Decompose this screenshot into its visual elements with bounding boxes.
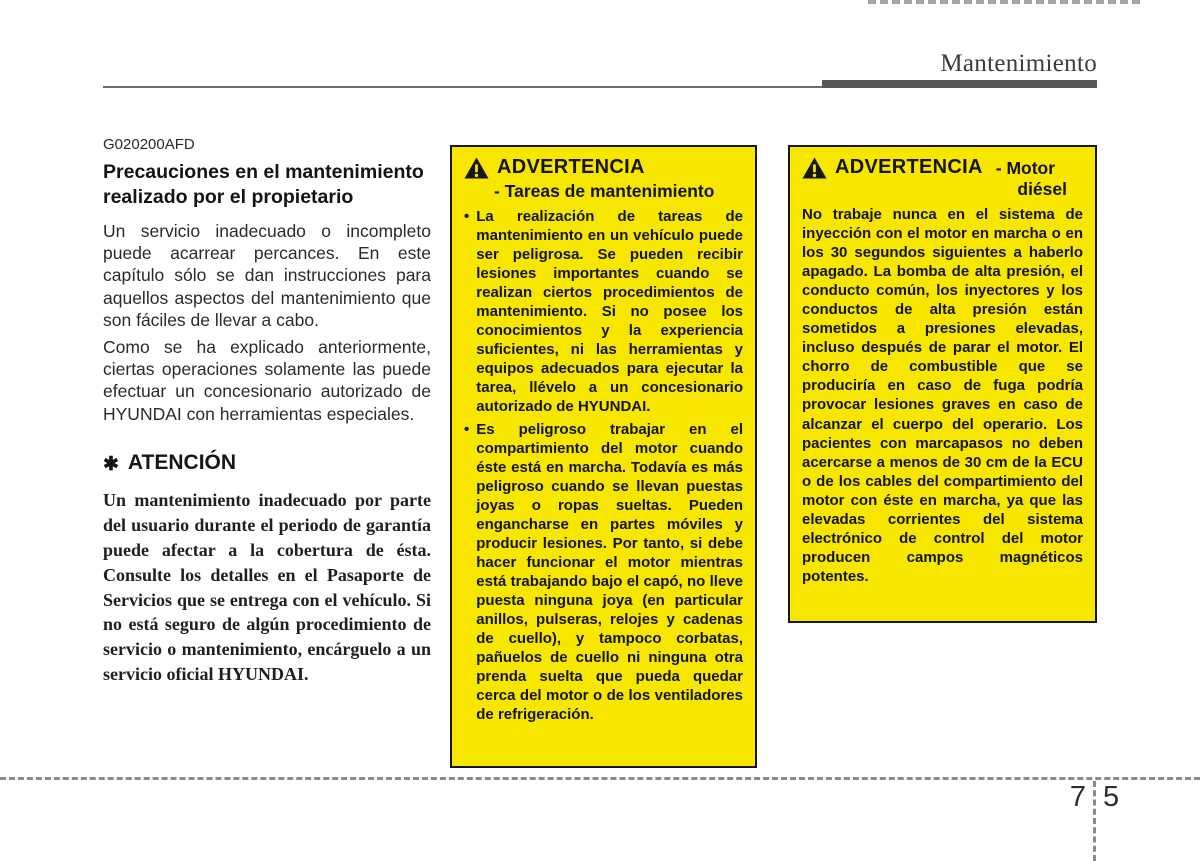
warning-title: ADVERTENCIA — [835, 156, 983, 178]
footer-dashed-line — [0, 777, 1200, 780]
chapter-title: Mantenimiento — [940, 50, 1097, 77]
attention-heading — [103, 451, 431, 475]
warning-box-diesel-engine — [788, 145, 1097, 623]
warning-bullet-item — [464, 420, 743, 725]
left-column — [103, 136, 431, 687]
page-number-divider-dash — [1093, 781, 1096, 861]
top-dashed-line — [868, 0, 1140, 4]
warning-body-text: No trabaje nunca en el sistema de inyección con el motor en marcha o en los 30 segundos siguientes a haberlo apagado. La bomba de alta presión, el conducto común, los inyectores y los conductos de alta presión están sometidos a presiones elevadas, incluso después de parar el motor. El chorro de combustible que se produciría en caso de fuga podría provocar lesiones graves en caso de alcanzar el cuerpo del operario. Los pacientes con marcapasos no deben acercarse a menos de 30 cm de la ECU o de los cables del compartimiento del motor con éste en marcha, ya que las elevadas corrientes del sistema electrónico de control del motor producen campos magnéticos potentes. — [802, 206, 1083, 585]
warning-bullet-text-1: La realización de tareas de mantenimiento en un vehículo puede ser peligrosa. Se pueden recibir lesiones importantes cuando se realizan ciertos procedimientos de mantenimiento. Si no posee los conocimientos y la experiencia suficientes, ni las herramientas y equipos adecuados para ejecutar la tarea, llévelo a un concesionario autorizado de HYUNDAI. — [476, 208, 743, 416]
warning-title-suffix: - Motor — [995, 158, 1056, 178]
bullet-icon: • — [464, 208, 470, 225]
attention-body: Un mantenimiento inadecuado por parte del usuario durante el periodo de garantía puede afectar a la cobertura de ésta. Consulte los detalles en el Pasaporte de Servicios que se entrega con el vehículo. Si no está seguro de algún procedimiento de servicio o mantenimiento, encárguelo a un servicio oficial HYUNDAI. — [103, 490, 431, 684]
asterisk-icon: ✱ — [103, 453, 119, 475]
page-number-chapter: 7 — [1069, 781, 1086, 813]
warning-bullet-item — [464, 207, 743, 417]
warning-header — [802, 156, 1083, 179]
body-paragraph-2: Como se ha explicado anteriormente, ciertas operaciones solamente las puede efectuar un concesionario autorizado de HYUNDAI con herramientas especiales. — [103, 336, 431, 424]
warning-bullet-text-2: Es peligroso trabajar en el compartimiento del motor cuando éste está en marcha. Todavía es más peligroso cuando se llevan puestas joyas o ropas sueltas. Pueden engancharse en partes móviles y producir lesiones. Por tanto, si debe hacer funcionar el motor mientras está trabajando bajo el capó, no lleve puesta ninguna joya (en particular anillos, pulseras, relojes y cadenas de cuello), y tampoco corbatas, pañuelos de cuello ni ninguna otra prenda suelta que pueda quedar cerca del motor o de los ventiladores de refrigeración. — [476, 420, 743, 724]
warning-subtitle: - Tareas de mantenimiento — [494, 181, 715, 201]
header-accent-bar — [822, 80, 1097, 88]
warning-triangle-icon — [802, 157, 827, 179]
warning-triangle-icon — [464, 157, 489, 179]
bullet-icon: • — [464, 420, 470, 438]
section-code: G020200AFD — [103, 136, 195, 153]
section-heading: Precauciones en el mantenimiento realizado por el propietario — [103, 161, 424, 209]
warning-box-maintenance-tasks — [450, 145, 757, 768]
warning-title: ADVERTENCIA — [497, 156, 645, 178]
body-paragraph-1: Un servicio inadecuado o incompleto puede acarrear percances. En este capítulo sólo se dan instrucciones para aquellos aspectos del mantenimiento que son fáciles de llevar a cabo. — [103, 220, 431, 331]
warning-header — [464, 156, 743, 179]
warning-title-line2: diésel — [1017, 179, 1067, 199]
attention-title: ATENCIÓN — [127, 451, 237, 475]
page-number-page: 5 — [1103, 781, 1120, 813]
